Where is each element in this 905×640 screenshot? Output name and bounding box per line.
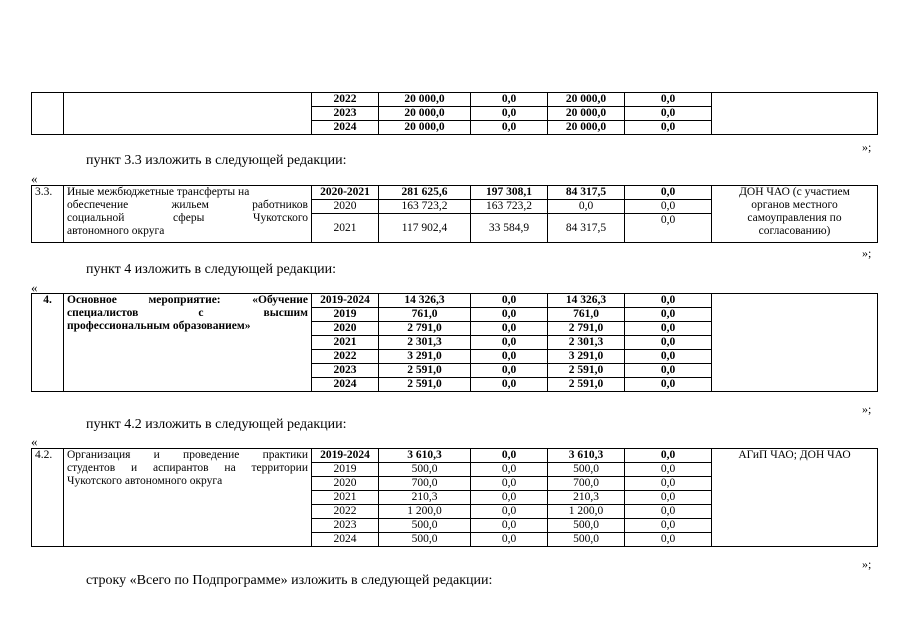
regional-cell: 1 200,0 [548, 505, 625, 519]
name-line: профессиональным образованием» [67, 320, 251, 332]
year-cell: 2020 [312, 322, 379, 336]
federal-cell: 0,0 [471, 477, 548, 491]
name-cell [64, 186, 312, 243]
total-cell: 500,0 [379, 519, 471, 533]
regional-cell: 20 000,0 [548, 107, 625, 121]
regional-cell: 210,3 [548, 491, 625, 505]
federal-cell: 0,0 [471, 121, 548, 135]
total-cell: 281 625,6 [379, 186, 471, 200]
federal-cell: 0,0 [471, 491, 548, 505]
federal-cell: 0,0 [471, 336, 548, 350]
year-cell: 2022 [312, 350, 379, 364]
num-cell: 4.2. [32, 449, 64, 547]
other-cell: 0,0 [625, 200, 712, 214]
name-line: Чукотского автономного округа [67, 475, 223, 487]
other-cell: 0,0 [625, 364, 712, 378]
executor-cell [712, 186, 878, 243]
total-cell: 2 591,0 [379, 378, 471, 392]
federal-cell: 163 723,2 [471, 200, 548, 214]
other-cell: 0,0 [625, 463, 712, 477]
year-cell: 2020 [312, 477, 379, 491]
year-cell: 2020 [312, 200, 379, 214]
federal-cell: 0,0 [471, 463, 548, 477]
federal-cell: 0,0 [471, 93, 548, 107]
other-cell: 0,0 [625, 449, 712, 463]
total-cell: 117 902,4 [379, 214, 471, 243]
federal-cell: 33 584,9 [471, 214, 548, 243]
paragraph-4: пункт 4 изложить в следующей редакции: [86, 262, 336, 277]
name-line: автономного округа [67, 225, 165, 237]
open-quote: « [31, 434, 38, 449]
other-cell: 0,0 [625, 214, 712, 243]
other-cell: 0,0 [625, 322, 712, 336]
name-line: специалистов с высшим [67, 307, 308, 319]
year-cell: 2024 [312, 121, 379, 135]
federal-cell: 0,0 [471, 378, 548, 392]
total-cell: 1 200,0 [379, 505, 471, 519]
federal-cell: 197 308,1 [471, 186, 548, 200]
total-cell: 2 791,0 [379, 322, 471, 336]
regional-cell: 3 610,3 [548, 449, 625, 463]
regional-cell: 2 301,3 [548, 336, 625, 350]
year-cell: 2019 [312, 463, 379, 477]
total-cell: 761,0 [379, 308, 471, 322]
total-cell: 500,0 [379, 533, 471, 547]
other-cell: 0,0 [625, 519, 712, 533]
other-cell: 0,0 [625, 350, 712, 364]
table-row [32, 449, 878, 463]
total-cell: 20 000,0 [379, 107, 471, 121]
regional-cell: 3 291,0 [548, 350, 625, 364]
paragraph-total: строку «Всего по Подпрограмме» изложить в следующей редакции: [86, 573, 493, 588]
total-cell: 20 000,0 [379, 121, 471, 135]
table-3-3 [31, 185, 878, 243]
total-cell: 20 000,0 [379, 93, 471, 107]
table-4-2 [31, 448, 878, 547]
federal-cell: 0,0 [471, 364, 548, 378]
year-cell: 2024 [312, 533, 379, 547]
total-cell: 2 591,0 [379, 364, 471, 378]
executor-cell [712, 93, 878, 135]
regional-cell: 2 791,0 [548, 322, 625, 336]
paragraph-3-3: пункт 3.3 изложить в следующей редакции: [86, 153, 347, 168]
federal-cell: 0,0 [471, 308, 548, 322]
table-row [32, 294, 878, 308]
regional-cell: 700,0 [548, 477, 625, 491]
total-cell: 210,3 [379, 491, 471, 505]
total-cell: 500,0 [379, 463, 471, 477]
regional-cell: 761,0 [548, 308, 625, 322]
year-cell: 2021 [312, 214, 379, 243]
other-cell: 0,0 [625, 533, 712, 547]
executor-line: самоуправления по [747, 212, 842, 224]
total-cell: 163 723,2 [379, 200, 471, 214]
paragraph-4-2: пункт 4.2 изложить в следующей редакции: [86, 417, 347, 432]
total-cell: 700,0 [379, 477, 471, 491]
federal-cell: 0,0 [471, 350, 548, 364]
regional-cell: 84 317,5 [548, 186, 625, 200]
federal-cell: 0,0 [471, 449, 548, 463]
other-cell: 0,0 [625, 186, 712, 200]
regional-cell: 2 591,0 [548, 378, 625, 392]
other-cell: 0,0 [625, 477, 712, 491]
total-cell: 3 610,3 [379, 449, 471, 463]
name-cell [64, 93, 312, 135]
other-cell: 0,0 [625, 491, 712, 505]
other-cell: 0,0 [625, 505, 712, 519]
table-row [32, 93, 878, 107]
num-cell: 4. [32, 294, 64, 392]
other-cell: 0,0 [625, 336, 712, 350]
close-quote: »; [862, 402, 872, 416]
year-cell: 2023 [312, 107, 379, 121]
total-cell: 3 291,0 [379, 350, 471, 364]
other-cell: 0,0 [625, 294, 712, 308]
federal-cell: 0,0 [471, 107, 548, 121]
federal-cell: 0,0 [471, 533, 548, 547]
num-cell: 3.3. [32, 186, 64, 243]
year-cell: 2019-2024 [312, 449, 379, 463]
executor-line: ДОН ЧАО (с участием [739, 186, 850, 198]
other-cell: 0,0 [625, 378, 712, 392]
open-quote: « [31, 280, 38, 295]
federal-cell: 0,0 [471, 519, 548, 533]
executor-cell [712, 294, 878, 392]
executor-line: органов местного [751, 199, 838, 211]
year-cell: 2019-2024 [312, 294, 379, 308]
close-quote: »; [862, 557, 872, 571]
regional-cell: 84 317,5 [548, 214, 625, 243]
num-cell [32, 93, 64, 135]
federal-cell: 0,0 [471, 322, 548, 336]
top-table [31, 92, 878, 135]
regional-cell: 500,0 [548, 533, 625, 547]
regional-cell: 20 000,0 [548, 93, 625, 107]
year-cell: 2021 [312, 336, 379, 350]
open-quote: « [31, 171, 38, 186]
name-line: студентов и аспирантов на территории [67, 462, 308, 474]
other-cell: 0,0 [625, 93, 712, 107]
year-cell: 2024 [312, 378, 379, 392]
name-line: обеспечение жильем работников [67, 199, 308, 211]
other-cell: 0,0 [625, 308, 712, 322]
regional-cell: 20 000,0 [548, 121, 625, 135]
other-cell: 0,0 [625, 121, 712, 135]
year-cell: 2020-2021 [312, 186, 379, 200]
executor-cell: АГиП ЧАО; ДОН ЧАО [712, 449, 878, 547]
federal-cell: 0,0 [471, 505, 548, 519]
year-cell: 2022 [312, 505, 379, 519]
year-cell: 2022 [312, 93, 379, 107]
close-quote: »; [862, 140, 872, 154]
year-cell: 2023 [312, 519, 379, 533]
name-cell [64, 294, 312, 392]
name-line: Организация и проведение практики [67, 449, 308, 461]
name-line: Иные межбюджетные трансферты на [67, 186, 250, 198]
regional-cell: 14 326,3 [548, 294, 625, 308]
close-quote: »; [862, 246, 872, 260]
table-4 [31, 293, 878, 392]
year-cell: 2019 [312, 308, 379, 322]
year-cell: 2021 [312, 491, 379, 505]
executor-line: согласованию) [758, 225, 831, 237]
name-cell [64, 449, 312, 547]
table-row [32, 186, 878, 200]
federal-cell: 0,0 [471, 294, 548, 308]
total-cell: 2 301,3 [379, 336, 471, 350]
name-line: Основное мероприятие: «Обучение [67, 294, 308, 306]
year-cell: 2023 [312, 364, 379, 378]
regional-cell: 0,0 [548, 200, 625, 214]
name-line: социальной сферы Чукотского [67, 212, 308, 224]
regional-cell: 500,0 [548, 519, 625, 533]
total-cell: 14 326,3 [379, 294, 471, 308]
regional-cell: 500,0 [548, 463, 625, 477]
regional-cell: 2 591,0 [548, 364, 625, 378]
other-cell: 0,0 [625, 107, 712, 121]
